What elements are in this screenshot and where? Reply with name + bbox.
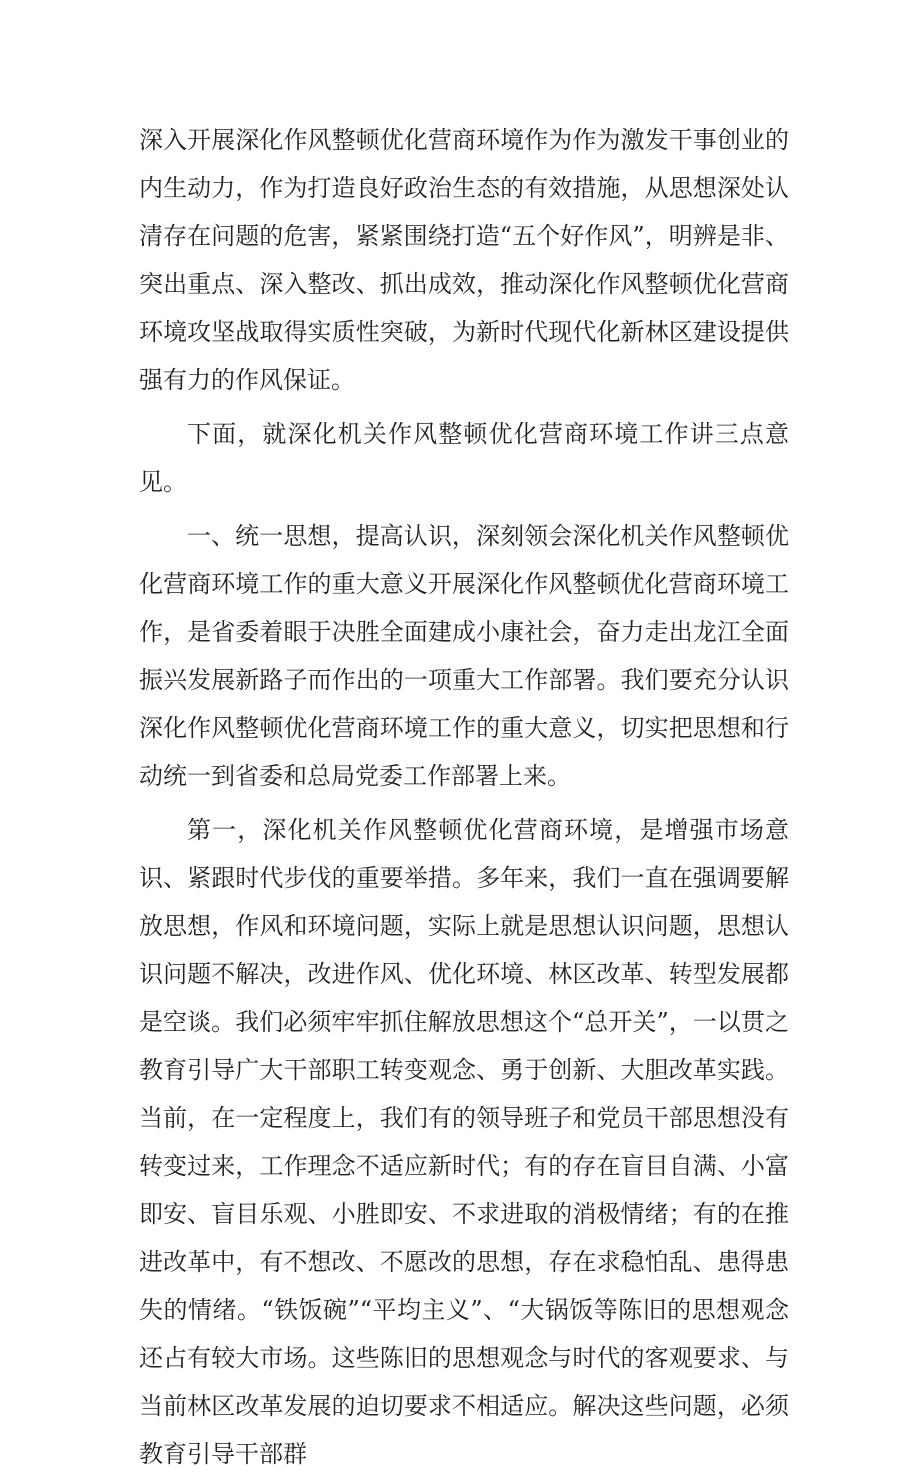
- document-body: [139, 116, 789, 1484]
- paragraph-intro: 下面，就深化机关作风整顿优化营商环境工作讲三点意见。: [139, 420, 789, 496]
- paragraph-continuation: 深入开展深化作风整顿优化营商环境作为作为激发干事创业的内生动力，作为打造良好政治生态的有效措施，从思想深处认清存在问题的危害，紧紧围绕打造“五个好作风”，明辨是非、突出重点、深入整改、抓出成效，推动深化作风整顿优化营商环境攻坚战取得实质性突破，为新时代现代化新林区建设提供强有力的作风保证。: [139, 126, 789, 394]
- paragraph-section-one: 一、统一思想，提高认识，深刻领会深化机关作风整顿优化营商环境工作的重大意义开展深化作风整顿优化营商环境工作，是省委着眼于决胜全面建成小康社会，奋力走出龙江全面振兴发展新路子而作出的一项重大工作部署。我们要充分认识深化作风整顿优化营商环境工作的重大意义，切实把思想和行动统一到省委和总局党委工作部署上来。: [139, 522, 789, 790]
- paragraph-first-point: 第一，深化机关作风整顿优化营商环境，是增强市场意识、紧跟时代步伐的重要举措。多年来，我们一直在强调要解放思想，作风和环境问题，实际上就是思想认识问题，思想认识问题不解决，改进作风、优化环境、林区改革、转型发展都是空谈。我们必须牢牢抓住解放思想这个“总开关”，一以贯之教育引导广大干部职工转变观念、勇于创新、大胆改革实践。当前，在一定程度上，我们有的领导班子和党员干部思想没有转变过来，工作理念不适应新时代；有的存在盲目自满、小富即安、盲目乐观、小胜即安、不求进取的消极情绪；有的在推进改革中，有不想改、不愿改的思想，存在求稳怕乱、患得患失的情绪。“铁饭碗”“平均主义”、“大锅饭等陈旧的思想观念还占有较大市场。这些陈旧的思想观念与时代的客观要求、与当前林区改革发展的迫切要求不相适应。解决这些问题，必须教育引导干部群: [139, 816, 789, 1468]
